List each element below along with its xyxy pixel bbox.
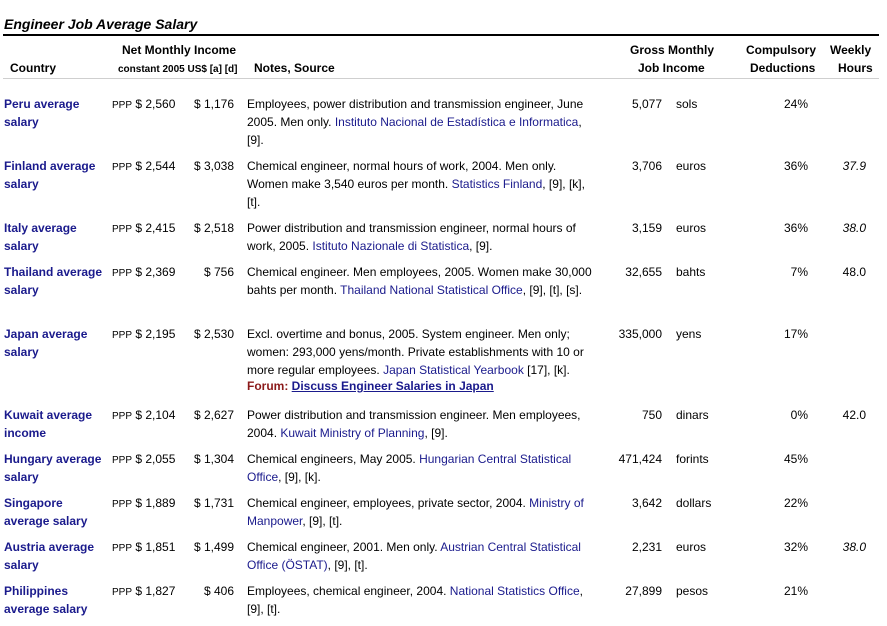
ppp-value: $ 2,369 — [135, 265, 176, 279]
forum-link[interactable]: Discuss Engineer Salaries in Japan — [291, 379, 494, 393]
gross-income: 750 — [641, 408, 662, 422]
notes-refs: , [9], [t], [s]. — [522, 283, 583, 297]
currency-unit: forints — [676, 452, 709, 466]
weekly-hours: 38.0 — [842, 221, 866, 235]
usd-income: $ 2,530 — [193, 327, 234, 341]
country-link[interactable]: Finland average salary — [4, 159, 96, 191]
notes-text: Power distribution and transmission engineer. Men employees, 2004. — [247, 408, 581, 440]
ppp-value: $ 1,889 — [135, 496, 176, 510]
source-link[interactable]: Statistics Finland — [451, 177, 543, 191]
country-link[interactable]: Peru average salary — [4, 97, 80, 129]
notes-refs: , [9], [t]. — [247, 584, 583, 616]
notes-refs: , [9]. — [469, 239, 493, 253]
usd-income: $ 2,627 — [193, 408, 234, 422]
currency-unit: euros — [676, 221, 707, 235]
gross-income: 3,159 — [631, 221, 662, 235]
ppp-value: $ 2,415 — [135, 221, 176, 235]
gross-income: 32,655 — [625, 265, 662, 279]
gross-income: 335,000 — [618, 327, 662, 341]
ppp-income — [112, 325, 184, 345]
header-gross-line1: Gross Monthly — [630, 43, 715, 57]
gross-income: 3,706 — [631, 159, 662, 173]
gross-income: 5,077 — [631, 97, 662, 111]
gross-income: 27,899 — [625, 584, 662, 598]
notes-refs: , [9], [k], [t]. — [247, 177, 585, 209]
ppp-income — [112, 406, 184, 426]
source-link[interactable]: Kuwait Ministry of Planning — [280, 426, 425, 440]
currency-unit: sols — [676, 97, 698, 111]
currency-unit: euros — [676, 159, 707, 173]
notes-source — [247, 450, 599, 486]
deductions: 36% — [783, 221, 808, 235]
ppp-value: $ 1,827 — [135, 584, 176, 598]
ppp-value: $ 2,560 — [135, 97, 176, 111]
notes-source — [247, 538, 599, 574]
weekly-hours: 42.0 — [842, 408, 866, 422]
notes-source — [247, 494, 599, 530]
country-link[interactable]: Singapore average salary — [4, 496, 88, 528]
notes-refs: , [9], [k]. — [278, 470, 321, 484]
currency-unit: dollars — [676, 496, 712, 510]
header-net-monthly-sub-text: constant 2005 US$ [a] [d] — [118, 64, 238, 75]
header-deductions-line2: Deductions — [750, 61, 816, 75]
notes-source — [247, 157, 599, 211]
usd-income: $ 406 — [203, 584, 234, 598]
ppp-tag: PPP — [112, 268, 133, 279]
ppp-income — [112, 157, 184, 177]
notes-text: Chemical engineer, employees, private sector, 2004. — [247, 496, 530, 510]
ppp-value: $ 2,104 — [135, 408, 176, 422]
notes-source — [247, 219, 599, 255]
country-link[interactable]: Italy average salary — [4, 221, 77, 253]
ppp-tag: PPP — [112, 455, 133, 466]
source-link[interactable]: Hungarian Central Statistical Office — [247, 452, 572, 484]
source-link[interactable]: Thailand National Statistical Office — [340, 283, 523, 297]
ppp-income — [112, 538, 184, 558]
notes-text: Employees, chemical engineer, 2004. — [247, 584, 450, 598]
deductions: 17% — [783, 327, 808, 341]
ppp-income — [112, 219, 184, 239]
notes-source — [247, 95, 599, 149]
notes-text: Chemical engineer. Men employees, 2005. Women make 30,000 bahts per month. — [247, 265, 592, 297]
usd-income: $ 1,499 — [193, 540, 234, 554]
notes-refs: , [9], [t]. — [302, 514, 343, 528]
forum-label: Forum: — [247, 379, 289, 393]
weekly-hours: 48.0 — [842, 265, 866, 279]
deductions: 21% — [783, 584, 808, 598]
ppp-tag: PPP — [112, 411, 133, 422]
weekly-hours: 37.9 — [842, 159, 866, 173]
usd-income: $ 1,304 — [193, 452, 234, 466]
ppp-tag: PPP — [112, 100, 133, 111]
source-link[interactable]: Ministry of Manpower — [247, 496, 584, 528]
header-hours-line2: Hours — [838, 61, 873, 75]
currency-unit: yens — [676, 327, 702, 341]
source-link[interactable]: Istituto Nazionale di Statistica — [312, 239, 470, 253]
ppp-income — [112, 582, 184, 602]
ppp-income — [112, 450, 184, 470]
notes-refs: , [9], [t]. — [327, 558, 368, 572]
notes-text: Chemical engineers, May 2005. — [247, 452, 420, 466]
notes-text: Chemical engineer, 2001. Men only. — [247, 540, 441, 554]
source-link[interactable]: National Statistics Office — [449, 584, 580, 598]
header-hours-line1: Weekly — [830, 43, 872, 57]
ppp-tag: PPP — [112, 162, 133, 173]
country-link[interactable]: Hungary average salary — [4, 452, 102, 484]
notes-text: Chemical engineer, normal hours of work, 2004. Men only. Women make 3,540 euros per month. — [247, 159, 557, 191]
forum-line — [247, 377, 494, 395]
currency-unit: pesos — [676, 584, 709, 598]
page-title: Engineer Job Average Salary — [4, 16, 198, 32]
notes-text: Power distribution and transmission engineer, normal hours of work, 2005. — [247, 221, 576, 253]
ppp-tag: PPP — [112, 330, 133, 341]
ppp-tag: PPP — [112, 499, 133, 510]
ppp-value: $ 2,195 — [135, 327, 176, 341]
country-link[interactable]: Philippines average salary — [4, 584, 88, 616]
header-divider — [3, 78, 879, 79]
notes-source — [247, 263, 599, 299]
usd-income: $ 2,518 — [193, 221, 234, 235]
title-divider — [3, 34, 879, 36]
deductions: 22% — [783, 496, 808, 510]
country-link[interactable]: Japan average salary — [4, 327, 88, 359]
deductions: 32% — [783, 540, 808, 554]
weekly-hours: 38.0 — [842, 540, 866, 554]
usd-income: $ 1,731 — [193, 496, 234, 510]
currency-unit: dinars — [676, 408, 709, 422]
notes-source — [247, 406, 599, 442]
notes-refs: , [9]. — [247, 115, 582, 147]
ppp-value: $ 1,851 — [135, 540, 176, 554]
header-net-monthly-sub — [118, 59, 237, 79]
gross-income: 471,424 — [618, 452, 662, 466]
source-link[interactable]: Austrian Central Statistical Office (ÖSTAT) — [247, 540, 581, 572]
ppp-value: $ 2,544 — [135, 159, 176, 173]
gross-income: 2,231 — [631, 540, 662, 554]
header-deductions-line1: Compulsory — [746, 43, 817, 57]
country-link[interactable]: Kuwait average income — [4, 408, 93, 440]
usd-income: $ 3,038 — [193, 159, 234, 173]
notes-source — [247, 325, 599, 379]
notes-source — [247, 582, 599, 618]
deductions: 45% — [783, 452, 808, 466]
notes-refs: [17], [k]. — [523, 363, 570, 377]
header-gross-line2: Job Income — [638, 61, 705, 75]
currency-unit: euros — [676, 540, 707, 554]
notes-text: Excl. overtime and bonus, 2005. System engineer. Men only; women: 293,000 yens/month. Private establishments with 10 or more regular employees. — [247, 327, 584, 377]
deductions: 36% — [783, 159, 808, 173]
source-link[interactable]: Japan Statistical Yearbook — [383, 363, 524, 377]
deductions: 24% — [783, 97, 808, 111]
notes-text: Employees, power distribution and transmission engineer, June 2005. Men only. — [247, 97, 584, 129]
header-net-monthly: Net Monthly Income — [122, 43, 237, 57]
ppp-income — [112, 494, 184, 514]
source-link[interactable]: Instituto Nacional de Estadística e Informatica — [334, 115, 579, 129]
header-notes: Notes, Source — [254, 61, 335, 75]
currency-unit: bahts — [676, 265, 706, 279]
country-link[interactable]: Thailand average salary — [4, 265, 103, 297]
ppp-income — [112, 95, 184, 115]
ppp-tag: PPP — [112, 224, 133, 235]
usd-income: $ 1,176 — [193, 97, 234, 111]
ppp-tag: PPP — [112, 543, 133, 554]
ppp-tag: PPP — [112, 587, 133, 598]
header-country: Country — [10, 61, 56, 75]
notes-refs: , [9]. — [424, 426, 448, 440]
deductions: 0% — [790, 408, 808, 422]
gross-income: 3,642 — [631, 496, 662, 510]
ppp-value: $ 2,055 — [135, 452, 176, 466]
usd-income: $ 756 — [203, 265, 234, 279]
country-link[interactable]: Austria average salary — [4, 540, 95, 572]
deductions: 7% — [790, 265, 808, 279]
ppp-income — [112, 263, 184, 283]
